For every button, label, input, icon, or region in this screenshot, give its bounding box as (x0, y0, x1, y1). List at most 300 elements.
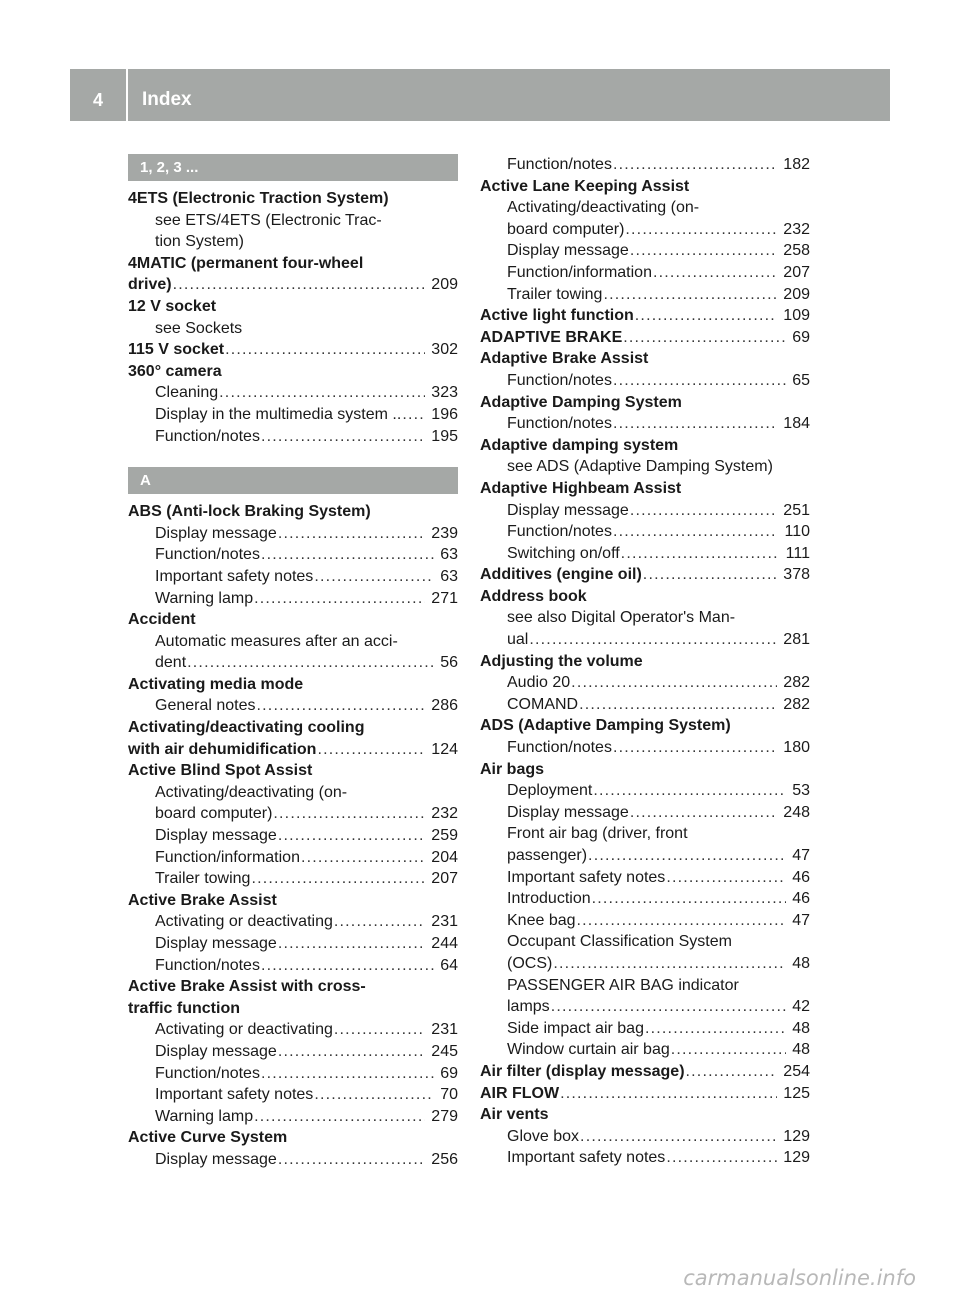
dot-leader (630, 802, 777, 824)
page-reference: 209 (783, 285, 810, 303)
page-reference: 47 (792, 911, 810, 929)
page-reference: 46 (792, 868, 810, 886)
page-reference: 63 (440, 546, 458, 564)
index-subentry (128, 847, 458, 869)
page-reference: 259 (431, 827, 458, 845)
index-entry (128, 674, 458, 696)
entry-text: drive) (128, 276, 172, 294)
entry-text: Important safety notes (507, 1149, 666, 1167)
page-reference: 129 (783, 1149, 810, 1167)
index-entry (128, 253, 458, 275)
dot-leader (623, 327, 786, 349)
entry-text: Active light function (480, 307, 634, 325)
index-subentry (480, 780, 810, 802)
entry-text: Window curtain air bag (507, 1041, 670, 1059)
page-reference: 207 (783, 263, 810, 281)
entry-text: Address book (480, 587, 587, 605)
index-subentry (128, 695, 458, 717)
entry-text: Display message (155, 1150, 277, 1168)
index-subentry (480, 413, 810, 435)
dot-leader (686, 1061, 778, 1083)
dot-leader (630, 500, 777, 522)
index-subentry (128, 631, 458, 653)
entry-text: Active Blind Spot Assist (128, 762, 313, 780)
entry-text: Display message (507, 501, 629, 519)
entry-text: AIR FLOW (480, 1084, 560, 1102)
dot-leader (173, 274, 426, 296)
page-reference: 302 (431, 341, 458, 359)
index-subentry (128, 1149, 458, 1171)
index-subentry (128, 652, 458, 674)
page-reference: 70 (440, 1086, 458, 1104)
page-reference: 286 (431, 697, 458, 715)
entry-text: Function/notes (507, 415, 612, 433)
index-entry (480, 759, 810, 781)
index-subentry (480, 1147, 810, 1169)
page-reference: 109 (783, 307, 810, 325)
dot-leader (261, 426, 425, 448)
page-reference: 231 (431, 913, 458, 931)
index-column-right (480, 154, 810, 1169)
index-entry (480, 392, 810, 414)
entry-text: Adaptive Brake Assist (480, 350, 649, 368)
index-entry (128, 609, 458, 631)
index-subentry (480, 845, 810, 867)
dot-leader (334, 911, 425, 933)
entry-text: 4ETS (Electronic Traction System) (128, 190, 389, 207)
page-reference: 110 (784, 523, 810, 541)
page-reference: 248 (783, 803, 810, 821)
index-subentry (480, 910, 810, 932)
index-column-left (128, 154, 458, 1171)
index-subentry (480, 888, 810, 910)
dot-leader (621, 543, 780, 565)
entry-text: Warning lamp (155, 589, 254, 607)
index-subentry (128, 566, 458, 588)
page-reference: 56 (440, 654, 458, 672)
entry-text: Display message (507, 803, 629, 821)
index-entry (128, 739, 458, 761)
dot-leader (643, 564, 778, 586)
index-entry (480, 651, 810, 673)
dot-leader (402, 404, 425, 426)
index-subentry (480, 953, 810, 975)
index-subentry (480, 672, 810, 694)
index-entry (480, 327, 810, 349)
entry-text: Important safety notes (507, 868, 666, 886)
entry-text: COMAND (507, 695, 579, 713)
index-subentry (128, 1084, 458, 1106)
entry-text: Introduction (507, 890, 591, 908)
dot-leader (551, 996, 787, 1018)
entry-text: Display message (155, 524, 277, 542)
entry-text: Trailer towing (155, 870, 251, 888)
entry-text: Important safety notes (155, 567, 314, 585)
section-heading: 1, 2, 3 ... (128, 154, 458, 181)
dot-leader (273, 803, 425, 825)
entry-text: Activating or deactivating (155, 1021, 333, 1039)
index-subentry (480, 456, 810, 478)
index-subentry (128, 803, 458, 825)
index-entry (128, 998, 458, 1020)
entry-text: Display message (155, 827, 277, 845)
dot-leader (334, 1019, 425, 1041)
entry-text: General notes (155, 697, 256, 715)
index-entry (128, 339, 458, 361)
index-subentry (128, 868, 458, 890)
index-subentry (480, 543, 810, 565)
page-reference: 323 (431, 384, 458, 402)
page-reference: 279 (431, 1107, 458, 1125)
entry-text: Adjusting the volume (480, 652, 643, 670)
index-subentry (480, 154, 810, 176)
dot-leader (592, 888, 787, 910)
dot-leader (254, 1106, 425, 1128)
index-subentry (128, 382, 458, 404)
dot-leader (278, 1041, 425, 1063)
dot-leader (666, 867, 786, 889)
page-title: Index (142, 89, 192, 110)
dot-leader (278, 1149, 425, 1171)
index-subentry (480, 737, 810, 759)
entry-text: Air vents (480, 1106, 549, 1124)
page-number: 4 (92, 90, 103, 110)
page-reference: 124 (431, 740, 458, 758)
page-reference: 63 (440, 567, 458, 585)
entry-text: Function/notes (507, 156, 612, 173)
entry-text: Active Brake Assist with cross- (128, 978, 366, 996)
index-subentry (128, 404, 458, 426)
entry-text: Function/notes (507, 371, 612, 389)
entry-text: Activating/deactivating cooling (128, 719, 365, 737)
dot-leader (630, 240, 777, 262)
entry-text: Cleaning (155, 384, 219, 402)
dot-leader (560, 1083, 777, 1105)
index-subentry (128, 955, 458, 977)
entry-text: board computer) (507, 220, 625, 238)
dot-leader (613, 370, 786, 392)
dot-leader (579, 694, 777, 716)
page-reference: 195 (431, 427, 458, 445)
dot-leader (635, 305, 778, 327)
page-reference: 184 (783, 415, 810, 433)
index-subentry (480, 694, 810, 716)
index-subentry (480, 197, 810, 219)
entry-text: Additives (engine oil) (480, 566, 642, 584)
dot-leader (317, 739, 425, 761)
entry-text: Adaptive Damping System (480, 393, 682, 411)
dot-leader (625, 219, 777, 241)
index-entry (128, 760, 458, 782)
dot-leader (529, 629, 777, 651)
index-subentry (480, 240, 810, 262)
page-reference: 65 (792, 371, 810, 389)
entry-text: see Sockets (155, 319, 243, 337)
entry-text: Active Brake Assist (128, 891, 277, 909)
page-reference: 256 (431, 1150, 458, 1168)
index-subentry (480, 521, 810, 543)
index-subentry (128, 825, 458, 847)
index-entry (128, 296, 458, 318)
entry-text: ual (507, 631, 529, 649)
index-subentry (480, 284, 810, 306)
entry-text: Function/notes (155, 956, 260, 974)
index-subentry (480, 996, 810, 1018)
page-reference: 231 (431, 1021, 458, 1039)
index-entry (480, 1083, 810, 1105)
entry-text: 115 V socket (128, 341, 225, 359)
index-subentry (480, 1126, 810, 1148)
index-subentry (480, 262, 810, 284)
entry-text: Audio 20 (507, 674, 571, 692)
index-entry (128, 976, 458, 998)
index-subentry (480, 607, 810, 629)
entry-text: Activating or deactivating (155, 913, 333, 931)
index-subentry (128, 210, 458, 232)
page-reference: 251 (783, 501, 810, 519)
section-heading: A (128, 467, 458, 494)
page-reference: 129 (783, 1127, 810, 1145)
entry-text: with air dehumidification (128, 740, 317, 758)
page-reference: 196 (431, 405, 458, 423)
index-entry (480, 348, 810, 370)
dot-leader (613, 521, 779, 543)
entry-text: dent (155, 654, 187, 672)
entry-text: see ETS/4ETS (Electronic Trac- (155, 211, 382, 229)
dot-leader (261, 955, 434, 977)
index-subentry (128, 933, 458, 955)
index-subentry (128, 782, 458, 804)
index-subentry (480, 219, 810, 241)
entry-text: Warning lamp (155, 1107, 254, 1125)
dot-leader (219, 382, 425, 404)
dot-leader (671, 1039, 786, 1061)
entry-text: Knee bag (507, 911, 576, 929)
entry-text: Display message (155, 935, 277, 952)
page-reference: 239 (431, 524, 458, 542)
page-reference: 111 (785, 544, 810, 562)
entry-text: Switching on/off (507, 544, 620, 562)
index-entry (128, 188, 458, 210)
dot-leader (588, 845, 786, 867)
index-subentry (128, 231, 458, 253)
dot-leader (257, 695, 426, 717)
index-subentry (480, 1039, 810, 1061)
page-reference: 244 (431, 935, 458, 952)
index-subentry (480, 975, 810, 997)
watermark: carmanualsonline.info (683, 1266, 916, 1290)
entry-text: Activating/deactivating (on- (155, 783, 348, 801)
dot-leader (571, 672, 777, 694)
entry-text: 360° camera (128, 362, 222, 380)
index-subentry (480, 931, 810, 953)
entry-text: ADAPTIVE BRAKE (480, 328, 623, 346)
header-divider (126, 69, 128, 121)
index-subentry (128, 1106, 458, 1128)
entry-text: Function/notes (155, 1064, 260, 1082)
page-reference: 42 (792, 998, 810, 1016)
page-reference: 48 (792, 954, 810, 972)
entry-text: (OCS) (507, 954, 553, 972)
page-reference: 245 (431, 1042, 458, 1060)
page-reference: 69 (440, 1064, 458, 1082)
index-entry (480, 478, 810, 500)
entry-text: Glove box (507, 1127, 580, 1145)
dot-leader (261, 544, 434, 566)
dot-leader (613, 413, 777, 435)
dot-leader (653, 262, 777, 284)
entry-text: Side impact air bag (507, 1019, 644, 1037)
page-reference: 48 (792, 1019, 810, 1037)
entry-text: Active Curve System (128, 1129, 288, 1147)
page-reference: 207 (431, 870, 458, 888)
dot-leader (613, 737, 777, 759)
entry-text: 4MATIC (permanent four-wheel (128, 254, 364, 272)
entry-text: see also Digital Operator's Man- (507, 609, 736, 627)
page-reference: 53 (792, 782, 810, 800)
entry-text: see ADS (Adaptive Damping System) (507, 458, 773, 476)
index-entry (128, 890, 458, 912)
index-subentry (128, 426, 458, 448)
index-subentry (128, 911, 458, 933)
dot-leader (577, 910, 787, 932)
page-reference: 258 (783, 242, 810, 260)
entry-text: Activating media mode (128, 675, 304, 693)
entry-text: Display message (507, 242, 629, 260)
index-entry (480, 176, 810, 198)
index-subentry (480, 629, 810, 651)
dot-leader (261, 1063, 434, 1085)
index-subentry (128, 588, 458, 610)
dot-leader (301, 847, 425, 869)
entry-text: PASSENGER AIR BAG indicator (507, 976, 739, 994)
dot-leader (278, 523, 425, 545)
dot-leader (603, 284, 777, 306)
page-reference: 209 (431, 276, 458, 294)
index-entry (128, 274, 458, 296)
entry-text: Function/information (155, 848, 300, 866)
entry-text: 12 V socket (128, 297, 217, 315)
entry-text: Activating/deactivating (on- (507, 199, 700, 217)
entry-text: Accident (128, 611, 196, 629)
index-subentry (128, 523, 458, 545)
dot-leader (314, 1084, 434, 1106)
index-subentry (128, 1063, 458, 1085)
index-entry (480, 435, 810, 457)
index-subentry (480, 500, 810, 522)
index-entry (128, 1127, 458, 1149)
index-entry (128, 361, 458, 383)
index-subentry (480, 370, 810, 392)
dot-leader (278, 825, 425, 847)
entry-text: Air bags (480, 760, 545, 778)
page-reference: 281 (783, 631, 810, 649)
index-entry (128, 717, 458, 739)
index-subentry (128, 318, 458, 340)
entry-text: passenger) (507, 847, 588, 864)
index-subentry (480, 1018, 810, 1040)
entry-text: Trailer towing (507, 285, 603, 303)
page-reference: 46 (792, 890, 810, 908)
dot-leader (251, 868, 425, 890)
entry-text: Active Lane Keeping Assist (480, 177, 690, 195)
entry-text: Function/information (507, 263, 652, 281)
entry-text: Function/notes (155, 427, 260, 445)
dot-leader (254, 588, 425, 610)
dot-leader (225, 339, 425, 361)
entry-text: Function/notes (155, 546, 260, 564)
index-subentry (128, 1041, 458, 1063)
page-reference: 48 (792, 1041, 810, 1059)
page-reference: 125 (783, 1084, 810, 1102)
page-reference: 378 (783, 566, 810, 584)
entry-text: Display message (155, 1042, 277, 1060)
entry-text: board computer) (155, 805, 273, 823)
entry-text: Adaptive Highbeam Assist (480, 479, 682, 497)
index-subentry (480, 867, 810, 889)
dot-leader (645, 1018, 786, 1040)
index-subentry (128, 1019, 458, 1041)
page-reference: 232 (431, 805, 458, 823)
entry-text: ABS (Anti-lock Braking System) (128, 503, 371, 521)
entry-text: Front air bag (driver, front (507, 825, 688, 843)
page-reference: 69 (792, 328, 810, 346)
dot-leader (553, 953, 786, 975)
dot-leader (278, 933, 425, 955)
dot-leader (187, 652, 434, 674)
index-entry (128, 501, 458, 523)
entry-text: Air filter (display message) (480, 1062, 685, 1080)
index-entry (480, 305, 810, 327)
entry-text: Deployment (507, 782, 593, 800)
page-reference: 232 (783, 220, 810, 238)
index-subentry (480, 823, 810, 845)
entry-text: Adaptive damping system (480, 436, 679, 454)
entry-text: Function/notes (507, 523, 612, 541)
index-subentry (128, 544, 458, 566)
dot-leader (613, 154, 777, 176)
page-header (70, 69, 890, 121)
page-reference: 204 (431, 848, 458, 866)
entry-text: Function/notes (507, 739, 612, 757)
page-reference: 47 (792, 847, 810, 864)
page-reference: 254 (783, 1062, 810, 1080)
index-entry (480, 1104, 810, 1126)
entry-text: Automatic measures after an acci- (155, 632, 398, 650)
page-reference: 64 (440, 956, 458, 974)
index-entry (480, 1061, 810, 1083)
index-subentry (480, 802, 810, 824)
entry-text: Occupant Classification System (507, 933, 732, 951)
index-entry (480, 586, 810, 608)
page-reference: 182 (783, 156, 810, 173)
page-reference: 271 (431, 589, 458, 607)
page-reference: 282 (783, 674, 810, 692)
index-entry (480, 715, 810, 737)
entry-text: Important safety notes (155, 1086, 314, 1104)
dot-leader (314, 566, 434, 588)
entry-text: tion System) (155, 233, 244, 251)
page-reference: 180 (783, 739, 810, 757)
dot-leader (666, 1147, 777, 1169)
dot-leader (580, 1126, 777, 1148)
entry-text: Display in the multimedia system .. (155, 405, 402, 423)
section-gap (128, 447, 458, 467)
index-entry (480, 564, 810, 586)
entry-text: traffic function (128, 999, 240, 1017)
entry-text: ADS (Adaptive Damping System) (480, 717, 731, 735)
page-reference: 282 (783, 695, 810, 713)
